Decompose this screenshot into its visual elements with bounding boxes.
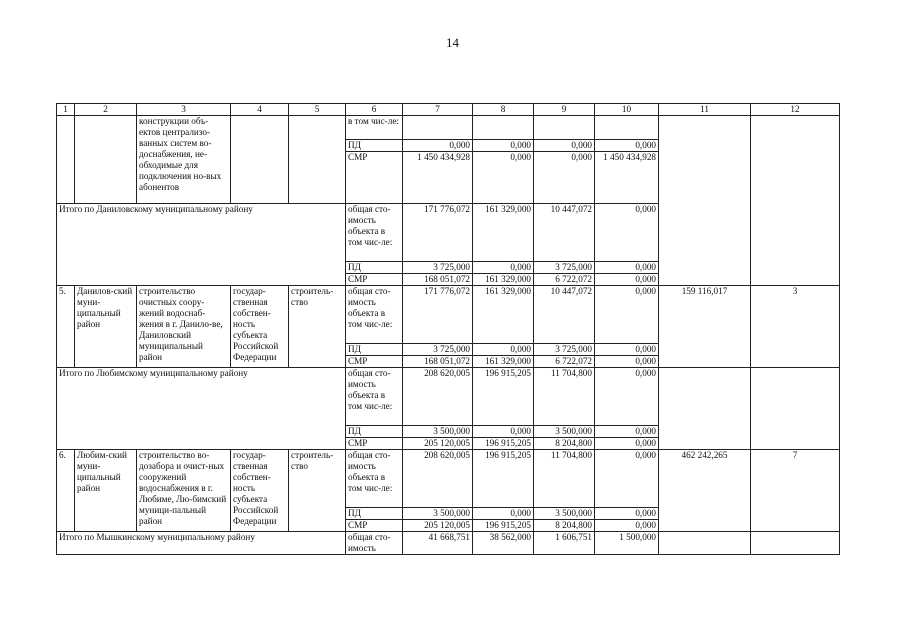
table-row bbox=[57, 116, 840, 140]
value-cell: 11 704,800 bbox=[534, 368, 595, 426]
value-cell: 205 120,005 bbox=[403, 520, 473, 532]
value-cell: 208 620,005 bbox=[403, 450, 473, 508]
col-header: 12 bbox=[751, 104, 840, 116]
value-cell: 161 329,000 bbox=[473, 274, 534, 286]
count-value: 7 bbox=[751, 450, 840, 532]
col-header: 7 bbox=[403, 104, 473, 116]
table-row bbox=[57, 450, 840, 508]
value-cell: 0,000 bbox=[473, 262, 534, 274]
ownership-type: государ-ственная собствен-ность субъекта Российской Федерации bbox=[231, 450, 289, 532]
pd-label: ПД bbox=[346, 344, 403, 356]
value-cell: 8 204,800 bbox=[534, 520, 595, 532]
cost-label: в том чис-ле: bbox=[346, 116, 403, 140]
value-cell: 205 120,005 bbox=[403, 438, 473, 450]
value-cell: 0,000 bbox=[595, 262, 659, 274]
total-label: Итого по Любимскому муниципальному району bbox=[57, 368, 346, 450]
ownership-type: государ-ственная собствен-ность субъекта Российской Федерации bbox=[231, 286, 289, 368]
cell-empty bbox=[231, 116, 289, 204]
value-cell: 161 329,000 bbox=[473, 204, 534, 262]
row-number: 5. bbox=[57, 286, 75, 368]
value-cell: 6 722,072 bbox=[534, 274, 595, 286]
value-cell: 0,000 bbox=[595, 508, 659, 520]
col-header: 6 bbox=[346, 104, 403, 116]
value-cell: 0,000 bbox=[473, 508, 534, 520]
value-cell: 3 725,000 bbox=[534, 344, 595, 356]
col-header: 2 bbox=[75, 104, 137, 116]
pd-label: ПД bbox=[346, 426, 403, 438]
value-cell: 0,000 bbox=[534, 152, 595, 204]
smr-label: СМР bbox=[346, 520, 403, 532]
total-label: Итого по Даниловскому муниципальному району bbox=[57, 204, 346, 286]
cell-empty bbox=[659, 532, 751, 555]
value-cell: 161 329,000 bbox=[473, 356, 534, 368]
cost-label: общая сто-имость объекта в том чис-ле: bbox=[346, 204, 403, 262]
value-cell: 0,000 bbox=[595, 344, 659, 356]
cell-empty bbox=[57, 116, 75, 204]
page-number: 14 bbox=[446, 35, 459, 50]
smr-label: СМР bbox=[346, 356, 403, 368]
value-cell: 3 725,000 bbox=[534, 262, 595, 274]
value-cell: 0,000 bbox=[595, 286, 659, 344]
pd-label: ПД bbox=[346, 140, 403, 152]
col-header: 4 bbox=[231, 104, 289, 116]
cell-empty bbox=[751, 368, 840, 450]
count-value: 3 bbox=[751, 286, 840, 368]
work-type: строитель-ство bbox=[289, 286, 346, 368]
value-cell: 38 562,000 bbox=[473, 532, 534, 555]
district-name: Данилов-ский муни-ципальный район bbox=[75, 286, 137, 368]
cell-empty bbox=[473, 116, 534, 140]
cost-label: общая сто-имость bbox=[346, 532, 403, 555]
value-cell: 208 620,005 bbox=[403, 368, 473, 426]
col-header: 9 bbox=[534, 104, 595, 116]
cell-empty bbox=[659, 368, 751, 450]
value-cell: 196 915,205 bbox=[473, 438, 534, 450]
value-cell: 11 704,800 bbox=[534, 450, 595, 508]
total-row bbox=[57, 532, 840, 555]
cell-empty bbox=[534, 116, 595, 140]
object-description: строительство очистных соору-жений водоснаб-жения в г. Данило-ве, Даниловский муниципальный район bbox=[137, 286, 231, 368]
value-cell: 0,000 bbox=[473, 140, 534, 152]
value-cell: 41 668,751 bbox=[403, 532, 473, 555]
value-cell: 0,000 bbox=[595, 426, 659, 438]
cell-empty bbox=[659, 116, 751, 286]
value-cell: 3 500,000 bbox=[403, 508, 473, 520]
value-cell: 196 915,205 bbox=[473, 520, 534, 532]
cost-label: общая сто-имость объекта в том чис-ле: bbox=[346, 450, 403, 508]
value-cell: 10 447,072 bbox=[534, 286, 595, 344]
value-cell: 8 204,800 bbox=[534, 438, 595, 450]
value-cell: 0,000 bbox=[595, 368, 659, 426]
value-cell: 3 500,000 bbox=[403, 426, 473, 438]
value-cell: 0,000 bbox=[473, 426, 534, 438]
value-cell: 1 606,751 bbox=[534, 532, 595, 555]
col-header: 5 bbox=[289, 104, 346, 116]
col-header: 3 bbox=[137, 104, 231, 116]
value-cell: 3 500,000 bbox=[534, 426, 595, 438]
table-row bbox=[57, 286, 840, 344]
value-cell: 0,000 bbox=[595, 438, 659, 450]
cell-empty bbox=[289, 116, 346, 204]
smr-label: СМР bbox=[346, 152, 403, 204]
value-cell: 171 776,072 bbox=[403, 204, 473, 262]
work-type: строитель-ство bbox=[289, 450, 346, 532]
value-cell: 3 500,000 bbox=[534, 508, 595, 520]
capacity-value: 159 116,017 bbox=[659, 286, 751, 368]
pd-label: ПД bbox=[346, 262, 403, 274]
value-cell: 0,000 bbox=[595, 274, 659, 286]
district-name: Любим-ский муни-ципальный район bbox=[75, 450, 137, 532]
cost-label: общая сто-имость объекта в том чис-ле: bbox=[346, 368, 403, 426]
total-row bbox=[57, 368, 840, 426]
value-cell: 196 915,205 bbox=[473, 368, 534, 426]
col-header: 8 bbox=[473, 104, 534, 116]
col-header: 1 bbox=[57, 104, 75, 116]
cost-label: общая сто-имость объекта в том чис-ле: bbox=[346, 286, 403, 344]
smr-label: СМР bbox=[346, 274, 403, 286]
smr-label: СМР bbox=[346, 438, 403, 450]
value-cell: 0,000 bbox=[534, 140, 595, 152]
value-cell: 168 051,072 bbox=[403, 356, 473, 368]
value-cell: 196 915,205 bbox=[473, 450, 534, 508]
header-row bbox=[57, 104, 840, 116]
value-cell: 0,000 bbox=[403, 140, 473, 152]
value-cell: 6 722,072 bbox=[534, 356, 595, 368]
cell-empty bbox=[595, 116, 659, 140]
object-description: конструкции объ-ектов централизо-ванных систем во-доснабжения, не-обходимые для подключения но-вых абонентов bbox=[137, 116, 231, 204]
value-cell: 0,000 bbox=[473, 152, 534, 204]
value-cell: 1 500,000 bbox=[595, 532, 659, 555]
cell-empty bbox=[75, 116, 137, 204]
object-description: строительство во-дозабора и очист-ных сооружений водоснабжения в г. Любиме, Лю-бимский муници-пальный район bbox=[137, 450, 231, 532]
value-cell: 161 329,000 bbox=[473, 286, 534, 344]
value-cell: 3 725,000 bbox=[403, 344, 473, 356]
value-cell: 10 447,072 bbox=[534, 204, 595, 262]
value-cell: 1 450 434,928 bbox=[403, 152, 473, 204]
value-cell: 0,000 bbox=[595, 450, 659, 508]
col-header: 10 bbox=[595, 104, 659, 116]
cell-empty bbox=[751, 116, 840, 286]
col-header: 11 bbox=[659, 104, 751, 116]
budget-table bbox=[56, 103, 840, 555]
value-cell: 168 051,072 bbox=[403, 274, 473, 286]
value-cell: 171 776,072 bbox=[403, 286, 473, 344]
value-cell: 3 725,000 bbox=[403, 262, 473, 274]
value-cell: 0,000 bbox=[595, 204, 659, 262]
capacity-value: 462 242,265 bbox=[659, 450, 751, 532]
pd-label: ПД bbox=[346, 508, 403, 520]
value-cell: 0,000 bbox=[473, 344, 534, 356]
value-cell: 0,000 bbox=[595, 356, 659, 368]
total-label: Итого по Мышкинскому муниципальному району bbox=[57, 532, 346, 555]
row-number: 6. bbox=[57, 450, 75, 532]
value-cell: 0,000 bbox=[595, 140, 659, 152]
value-cell: 1 450 434,928 bbox=[595, 152, 659, 204]
cell-empty bbox=[751, 532, 840, 555]
cell-empty bbox=[403, 116, 473, 140]
value-cell: 0,000 bbox=[595, 520, 659, 532]
